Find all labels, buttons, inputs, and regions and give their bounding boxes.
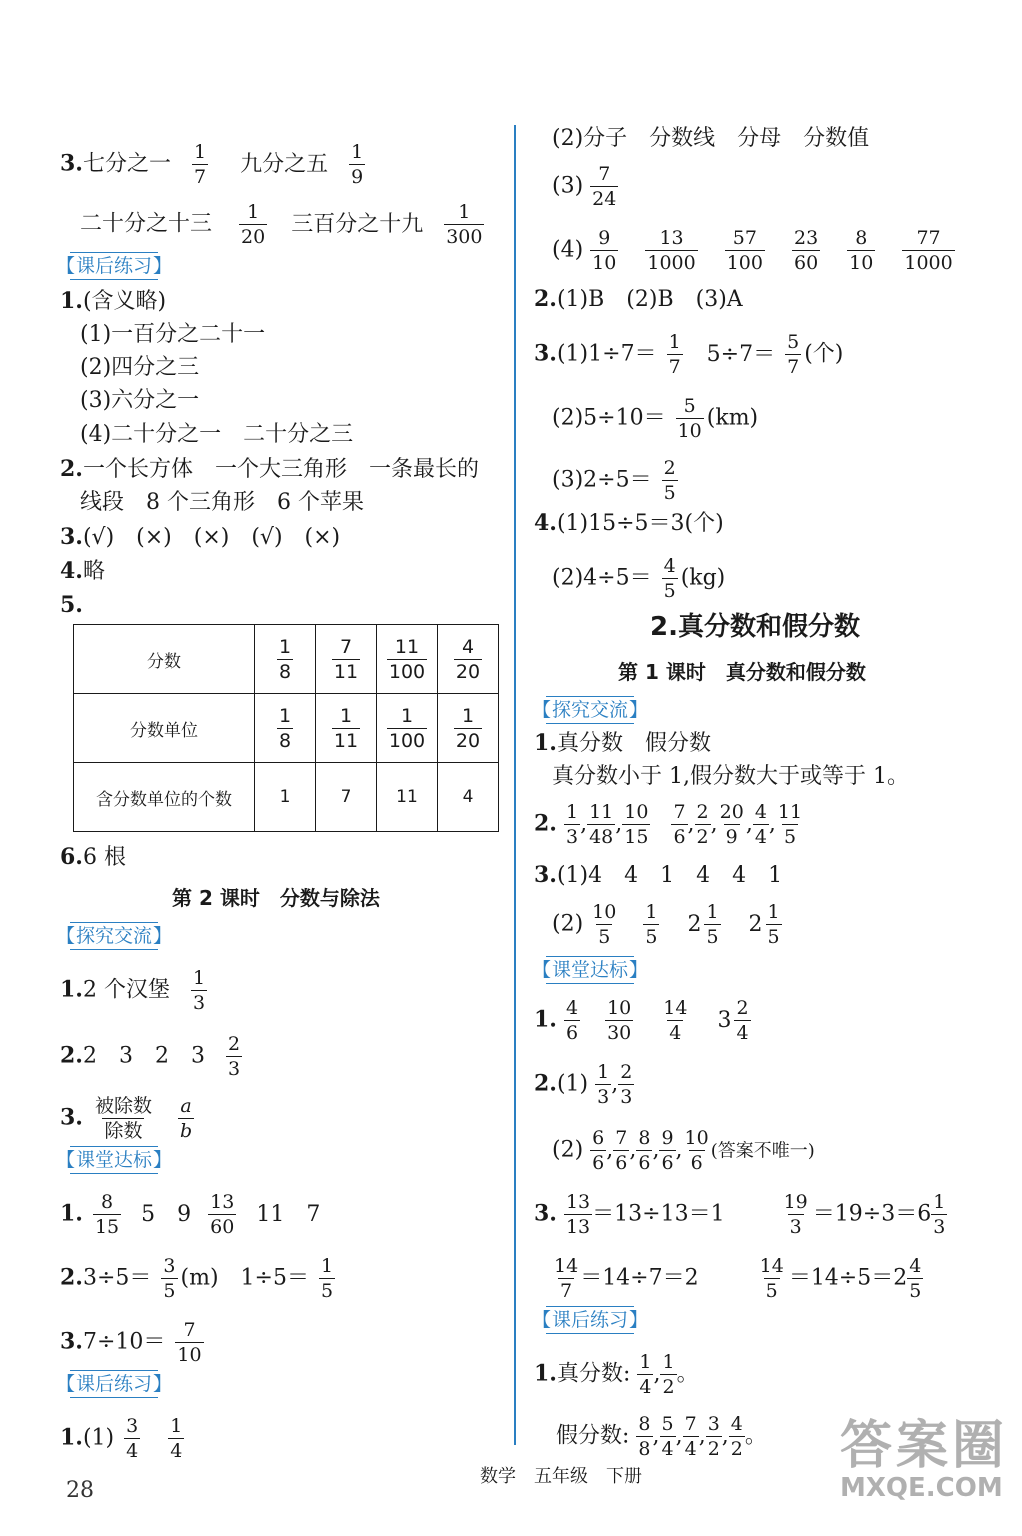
kt3: 3.7÷10＝ $\frac{7}{10}$ [60,1319,202,1366]
kt2: 2.3÷5＝ $\frac{3}{5}$ (m) 1÷5＝ $\frac{1}{5}$ [60,1255,334,1302]
section-header-kehou: 【 课后练习 】 [546,1306,634,1334]
kh1-item3: (3)六分之一 [80,388,200,413]
tj1: 1.2 个汉堡 $\frac{1}{3}$ [60,967,206,1014]
r-tj3: 3.(1)4 4 1 4 4 1 [534,862,783,888]
r-item2: (2)分子 分数线 分母 分数值 [552,126,870,151]
section-header-ketang: 【 课堂达标 】 [546,956,634,984]
r-kt3a: 3. $\frac{13}{13}$ ＝13÷13＝1 $\frac{19}{3}$ ＝19÷3＝6 $\frac{1}{3}$ [534,1191,946,1238]
fraction: $\frac{1}{300}$ [446,201,483,248]
r-q3c: (3)2÷5＝ $\frac{2}{5}$ [552,457,676,504]
table-row: 分数 $\frac{1}{8}$ $\frac{7}{11}$ $\frac{11}{100}$ $\frac{4}{20}$ [74,625,499,694]
kh4: 4.略 [60,558,105,584]
fraction-table [73,624,499,832]
left-q3-row1: 3.七分之一 $\frac{1}{7}$ 九分之五 $\frac{1}{9}$ [60,141,364,188]
kh2-line1: 2.一个长方体 一个大三角形 一条最长的 [60,456,479,482]
tj2: 2.2 3 2 3 $\frac{2}{3}$ [60,1033,241,1080]
fraction: $\frac{1}{20}$ [241,201,266,248]
section-header-kehou2: 【 课后练习 】 [70,1370,158,1398]
r-kh1a: 1.真分数: $\frac{1}{4}$ , $\frac{1}{2}$ 。 [534,1351,699,1398]
table-row: 含分数单位的个数 1 7 11 4 [74,763,499,832]
kh1-item2: (2)四分之三 [80,355,200,380]
kh1-item4: (4)二十分之一 二十分之三 [80,422,354,447]
r-kt3b: $\frac{14}{7}$ ＝14÷7＝2 $\frac{14}{5}$ ＝14÷5＝2 $\frac{4}{5}$ [554,1255,922,1302]
section-header-tanjiu: 【 探究交流 】 [70,922,158,950]
r-q4a: 4.(1)15÷5＝3(个) [534,510,724,536]
r-tj2: 2. $\frac{1}{3}$ , $\frac{11}{48}$ , $\frac{10}{15}$ $\frac{7}{6}$ , $\frac{2}{2}$ , $\frac{20}{9}$ , $\frac{4}{4}$ , $\frac{11}{5}$ [534,801,803,848]
left-q3-row2: 二十分之十三 $\frac{1}{20}$ 三百分之十九 $\frac{1}{300}$ [80,201,483,248]
r-tj1-line2: 真分数小于 1,假分数大于或等于 1。 [552,764,909,789]
table-row: 分数单位 $\frac{1}{8}$ $\frac{1}{11}$ $\frac{1}{100}$ $\frac{1}{20}$ [74,694,499,763]
r-kt1: 1. $\frac{4}{6}$ $\frac{10}{30}$ $\frac{14}{4}$ 3 $\frac{2}{4}$ [534,997,749,1044]
lesson-title: 第 1 课时 真分数和假分数 [618,660,866,684]
section-header-ketang: 【 课堂达标 】 [70,1146,158,1174]
footer-title: 数学 五年级 下册 [480,1466,642,1487]
r-q2: 2.(1)B (2)B (3)A [534,286,743,312]
column-divider [514,125,516,1445]
k2q1: 1.(1) $\frac{3}{4}$ $\frac{1}{4}$ [60,1415,183,1462]
r-kt2b: (2) $\frac{6}{6}$ , $\frac{7}{6}$ , $\frac{8}{6}$ , $\frac{9}{6}$ , $\frac{10}{6}$ (答案不唯一) [552,1127,815,1174]
fraction: $\frac{1}{7}$ [193,141,207,188]
r-item3: (3) $\frac{7}{24}$ [552,163,617,210]
kt1: 1. $\frac{8}{15}$ 5 9 $\frac{13}{60}$ 11 7 [60,1191,321,1238]
kh2-line2: 线段 8 个三角形 6 个苹果 [80,490,364,515]
r-q4b: (2)4÷5＝ $\frac{4}{5}$ (kg) [552,555,726,602]
kh1-note: 1.(含义略) [60,288,167,314]
r-kh1b: 假分数: $\frac{8}{8}$ , $\frac{5}{4}$ , $\frac{7}{4}$ , $\frac{3}{2}$ , $\frac{4}{2}$ 。 [556,1413,767,1460]
r-q3b: (2)5÷10＝ $\frac{5}{10}$ (km) [552,395,759,442]
r-tj1: 1.真分数 假分数 [534,730,711,756]
r-tj3-2: (2) $\frac{10}{5}$ $\frac{1}{5}$ 2 $\frac{1}{5}$ 2 $\frac{1}{5}$ [552,901,780,948]
fraction: $\frac{1}{9}$ [351,141,364,188]
tj3: 3. 被除数 除数 $\frac{a}{b}$ [60,1095,193,1142]
section-header-tanjiu: 【 探究交流 】 [546,696,634,724]
section-header-kehou: 【 课后练习 】 [70,252,158,280]
r-kt2a: 2.(1) $\frac{1}{3}$ , $\frac{2}{3}$ [534,1061,633,1108]
kh1-item1: (1)一百分之二十一 [80,322,266,347]
r-item4: (4) $\frac{9}{10}$ $\frac{13}{1000}$ $\frac{57}{100}$ $\frac{23}{60}$ $\frac{8}{10}$ $\frac{77}{1000}$ [552,227,953,274]
r-q3a: 3.(1)1÷7＝ $\frac{1}{7}$ 5÷7＝ $\frac{5}{7}$ (个) [534,331,844,378]
kh5: 5. [60,592,83,618]
kh6: 6.6 根 [60,844,126,870]
watermark-logo: 答案圈 MXQE.COM [840,1416,1009,1503]
section-title: 2.真分数和假分数 [650,612,860,642]
kh3: 3.(√) (×) (×) (√) (×) [60,524,341,550]
lesson-title: 第 2 课时 分数与除法 [172,886,380,910]
page-number: 28 [66,1478,94,1503]
